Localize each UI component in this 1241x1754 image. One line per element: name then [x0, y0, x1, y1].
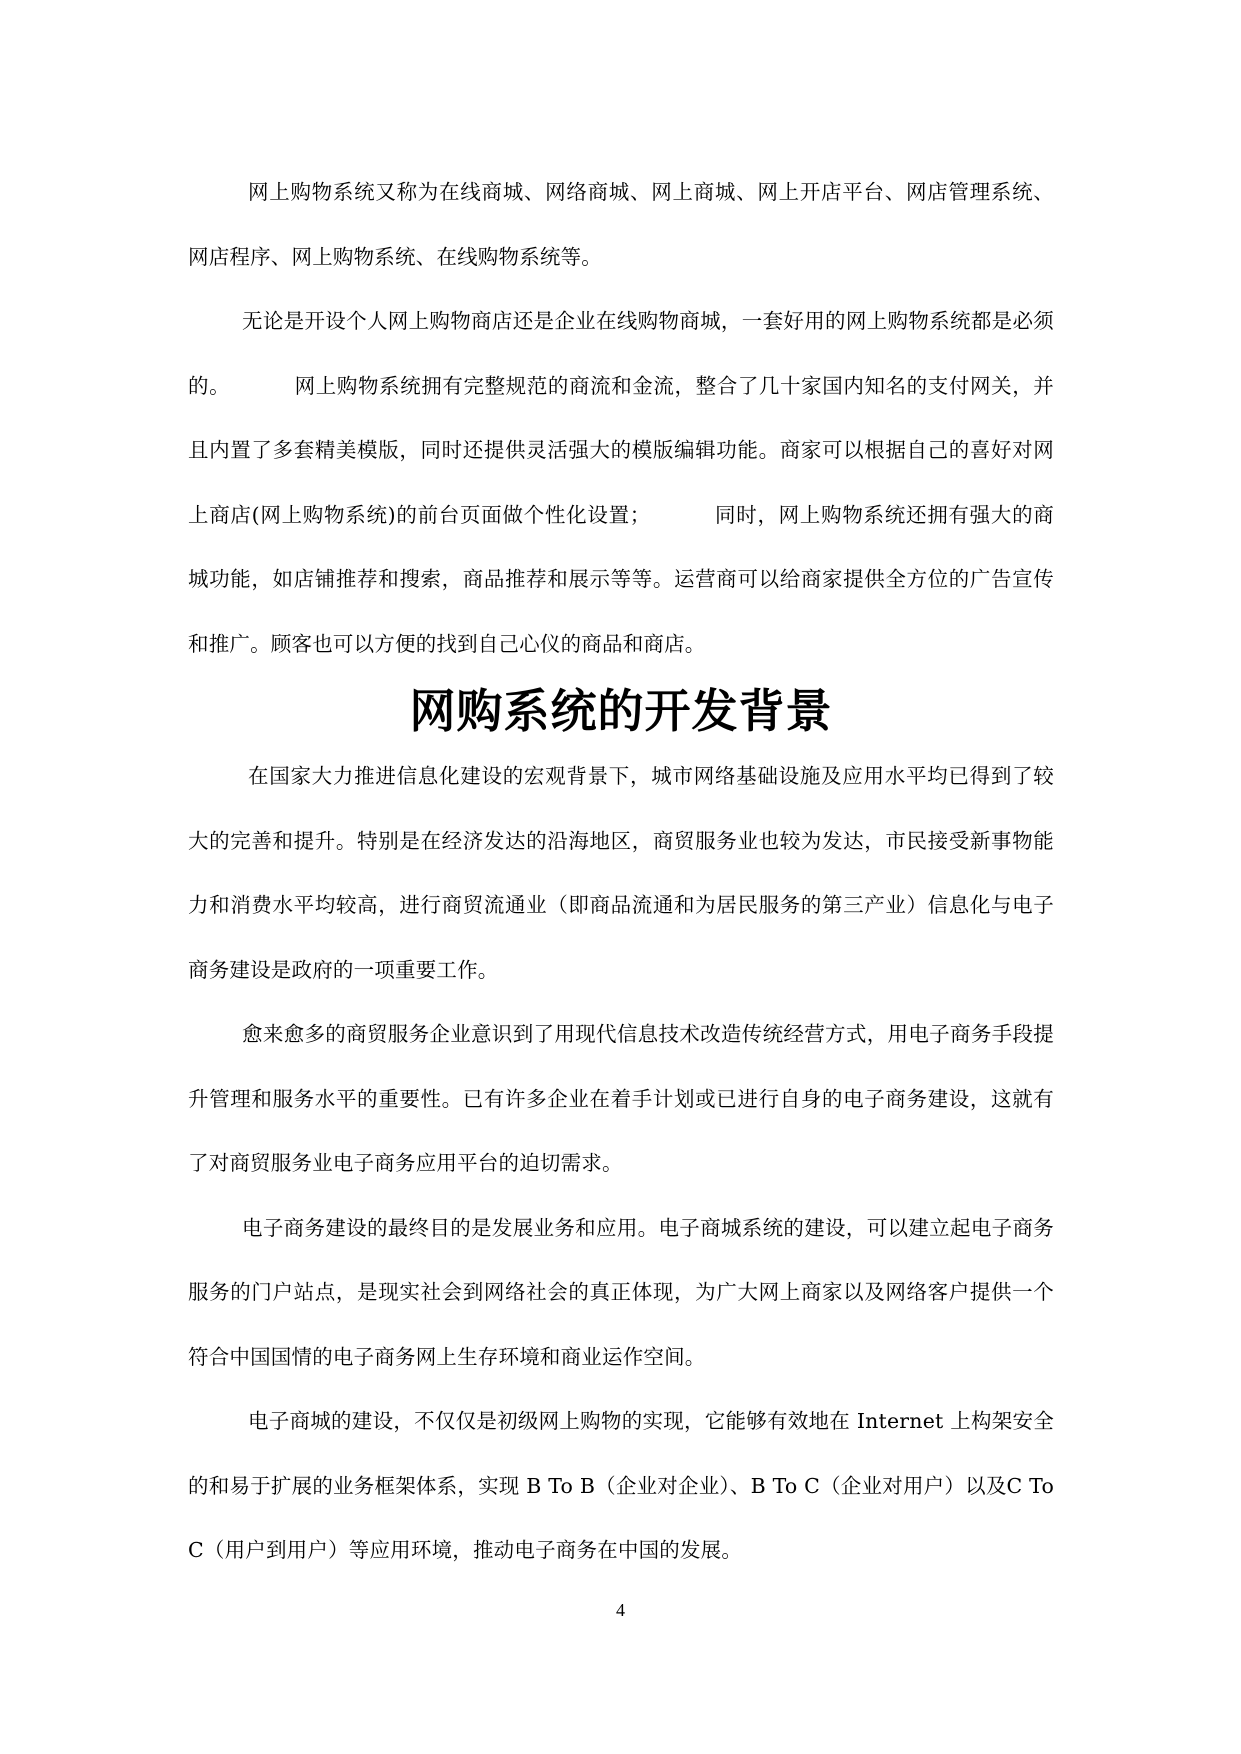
- page-number: 4: [616, 1600, 625, 1620]
- section-paragraph-2: 愈来愈多的商贸服务企业意识到了用现代信息技术改造传统经营方式，用电子商务手段提升管理和服务水平的重要性。已有许多企业在着手计划或已进行自身的电子商务建设，这就有了对商贸服务业电子商务应用平台的迫切需求。: [188, 1022, 1054, 1175]
- section-title: 网购系统的开发背景: [409, 684, 833, 738]
- section-paragraph-3: 电子商务建设的最终目的是发展业务和应用。电子商城系统的建设，可以建立起电子商务服务的门户站点，是现实社会到网络社会的真正体现，为广大网上商家以及网络客户提供一个符合中国国情的电子商务网上生存环境和商业运作空间。: [188, 1215, 1054, 1369]
- section-paragraph-4: 电子商城的建设，不仅仅是初级网上购物的实现，它能够有效地在 Internet 上构架安全的和易于扩展的业务框架体系，实现 B To B（企业对企业）、B To C（企业对用户）以及C To C（用户到用户）等应用环境，推动电子商务在中国的发展。: [188, 1409, 1054, 1562]
- intro-paragraph-2-text: 无论是开设个人网上购物商店还是企业在线购物商城，一套好用的网上购物系统都是必须的。: [188, 309, 1054, 398]
- intro-paragraph-3-text: 网上购物系统拥有完整规范的商流和金流，整合了几十家国内知名的支付网关，并且内置了多套精美模版，同时还提供灵活强大的模版编辑功能。商家可以根据自己的喜好对网上商店(网上购物系统)的前台页面做个性化设置；: [188, 373, 1054, 527]
- intro-paragraph-2: [188, 289, 1054, 676]
- section-paragraph-1: 在国家大力推进信息化建设的宏观背景下，城市网络基础设施及应用水平均已得到了较大的完善和提升。特别是在经济发达的沿海地区，商贸服务业也较为发达，市民接受新事物能力和消费水平均较高，进行商贸流通业（即商品流通和为居民服务的第三产业）信息化与电子商务建设是政府的一项重要工作。: [188, 764, 1054, 982]
- intro-paragraph-1: 网上购物系统又称为在线商城、网络商城、网上商城、网上开店平台、网店管理系统、网店程序、网上购物系统、在线购物系统等。: [188, 180, 1054, 269]
- page-content: [188, 160, 1054, 1583]
- intro-paragraph-4-text: 同时，网上购物系统还拥有强大的商城功能，如店铺推荐和搜索，商品推荐和展示等等。运营商可以给商家提供全方位的广告宣传和推广。顾客也可以方便的找到自己心仪的商品和商店。: [188, 502, 1054, 656]
